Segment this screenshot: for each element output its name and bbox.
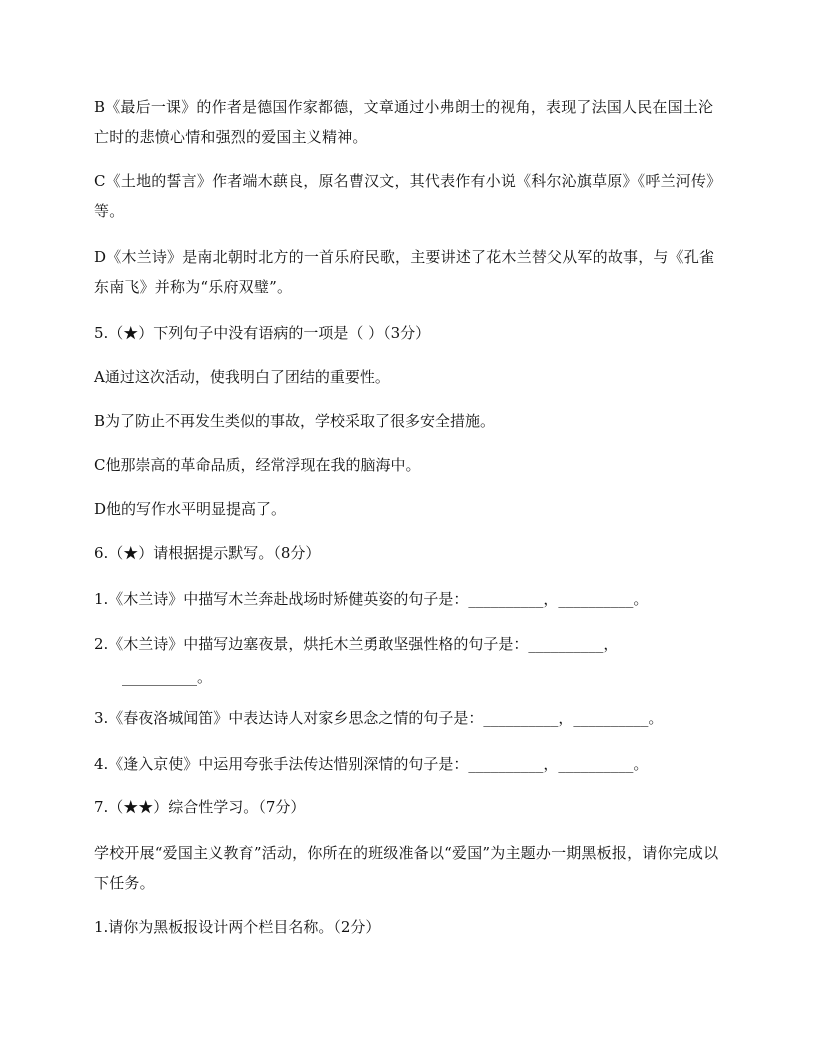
question-6-item-4: 4.《逢入京使》中运用夸张手法传达惜别深情的句子是：__________，__________。: [94, 755, 649, 773]
question-5-option-a: A通过这次活动，使我明白了团结的重要性。: [94, 368, 390, 386]
question-6-item-2: 2.《木兰诗》中描写边塞夜景，烘托木兰勇敢坚强性格的句子是：__________，: [94, 635, 619, 653]
question-5-stem: 5.（★）下列句子中没有语病的一项是（ ）（3分）: [94, 324, 431, 342]
question-7-intro: 学校开展“爱国主义教育”活动，你所在的班级准备以“爱国”为主题办一期黑板报，请你完成以下任务。: [94, 844, 719, 892]
question-5-option-d: D他的写作水平明显提高了。: [94, 500, 287, 518]
question-5-option-c: C他那崇高的革命品质，经常浮现在我的脑海中。: [94, 456, 421, 474]
option-c-text: C《土地的誓言》作者端木蕻良，原名曹汉文，其代表作有小说《科尔沁旗草原》《呼兰河传》等。: [94, 172, 722, 220]
question-6-item-2-continued: __________。: [122, 668, 213, 686]
question-6-item-3: 3.《春夜洛城闻笛》中表达诗人对家乡思念之情的句子是：__________，__________。: [94, 709, 664, 727]
question-7-stem: 7.（★★）综合性学习。（7分）: [94, 798, 306, 816]
question-7-task-1: 1.请你为黑板报设计两个栏目名称。（2分）: [94, 918, 381, 936]
option-d-text: D《木兰诗》是南北朝时北方的一首乐府民歌，主要讲述了花木兰替父从军的故事，与《孔雀东南飞》并称为“乐府双璧”。: [94, 248, 715, 296]
option-b-text: B《最后一课》的作者是德国作家都德，文章通过小弗朗士的视角，表现了法国人民在国土沦亡时的悲愤心情和强烈的爱国主义精神。: [94, 98, 714, 146]
question-6-item-1: 1.《木兰诗》中描写木兰奔赴战场时矫健英姿的句子是：__________，__________。: [94, 590, 649, 608]
question-5-option-b: B为了防止不再发生类似的事故，学校采取了很多安全措施。: [94, 412, 496, 430]
question-6-stem: 6.（★）请根据提示默写。（8分）: [94, 544, 321, 562]
